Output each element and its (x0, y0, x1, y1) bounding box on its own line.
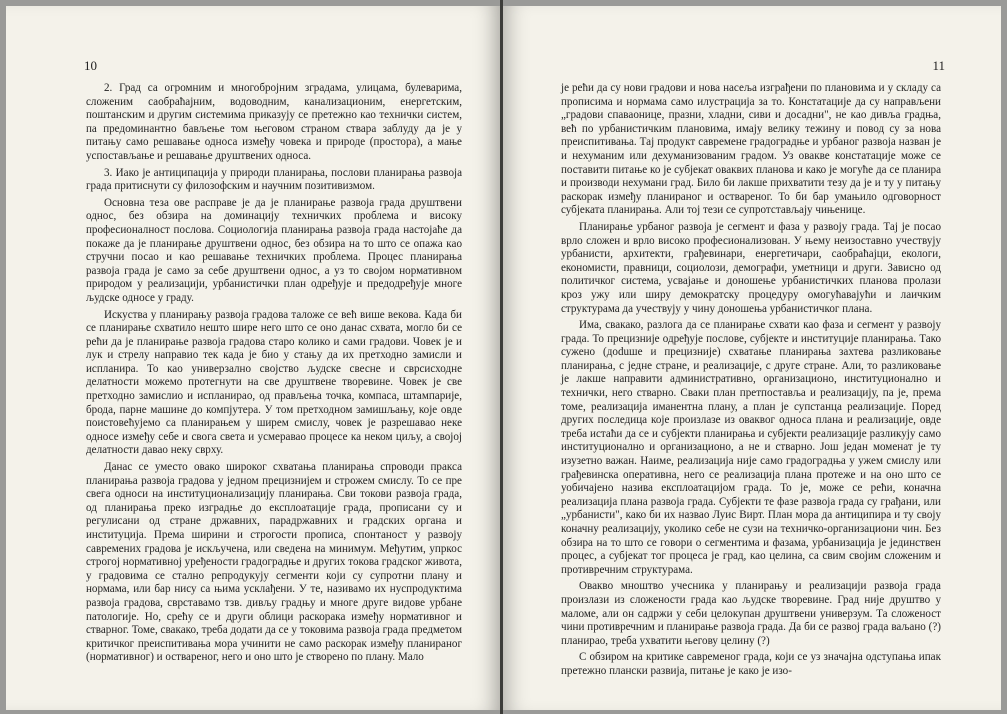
left-page (6, 6, 500, 710)
paragraph: Данас се уместо овако широког схватања планирања спроводи пракса планирања развоја градова у једном прецизнијем и строжем смислу. То се пре свега односи на институционализацију планирања. Сви токови развоја града, од планирања преко изградње до експлоатације града, прописани су и регулисани од стране државних, парадржавних и градских органа и институција. Према ширини и строгости прописа, спонтаност у развоју савремених градова је искључена, или сведена на минимум. Међутим, упркос строгој нормативној уређености градоградње и других токова градског живота, у градовима се стално репродукују сегменти који су супротни плану и нормама, или бар нису са њима усклађени. У те, називамо их нуспродуктима развоја градова, сврставамо тзв. дивљу градњу и многе друге видове урбане патологије. Но, срећу се и други облици раскорака између нормативног и стварног. Томе, свакако, треба додати да се у токовима развоја града предметом критичког преиспитивања мора учинити не само раскорак између планираног (нормативног) и оствареног, него и оно што је створено по плану. Мало (86, 461, 462, 664)
paragraph: 2. Град са огромним и многобројним зградама, улицама, булеварима, сложеним саобраћајним, водоводним, канализационим, енергетским, поштанским и другим системима приказују се претежно као технички систем, па предоминантно бављење том његовом страном ствара заблуду да је у питању само решавање односа између човека и природе (простора), а мање успостављање и решавање друштвених односа. (86, 82, 462, 162)
paragraph: Планирање урбаног развоја је сегмент и фаза у развоју града. Тај је посао врло сложен и врло високо професионализован. У њему неизоставно учествују урбанисти, архитекти, грађевинари, енергетичари, саобраћајци, екологи, економисти, правници, социолози, демографи, уметници и други. Зависно од политичког система, усвајање и доношење урбанистичких планова пролази кроз ужу или ширу демократску процедуру омогућавајући и лаичким структурама да учествују у чину доношења урбанистичког плана. (561, 220, 941, 315)
paragraph: Основна теза ове расправе је да је планирање развоја града друштвени однос, без обзира на доминацију техничких проблема и високу професионалност послова. Социологија планирања развоја града настојаће да покаже да је планирање друштвени однос, без обзира на то што се опажа као стручни посао и као решавање техничких проблема. Процес планирања развоја града је само за себе друштвени однос, а уз то својом нормативном природом у реализацији, урбанистички план одређује и предодређује многе људске односе у граду. (86, 196, 462, 304)
paragraph: Има, свакако, разлога да се планирање схвати као фаза и сегмент у развоју града. То прецизније одређује послове, субјекте и институције планирања. Тако сужено (доduше и прецизније) схватање планирања захтева разликовање планирања, с једне стране, и реализације, с друге стране. Али, то разликовање је лакше направити административно, организационо, институционално и технички, него стварно. Сваки план претпоставља и реализацију, па је, према томе, реализација иманентна плану, а план је супстанца реализације. Поред других последица које произлазе из оваквог односа плана и реализације, овде треба истаћи да се и субјекти планирања и субјекти реализације разликују само институционално и организационо, а не и стварно. Још један моменат је ту изузетно важан. Наиме, реализација није само градоградња у ужем смислу или грађевинска оперативна, него се реализација плана протеже и на оно што се уобичајено назива експлоатацијом града. То је, може се рећи, коначна реализација плана развоја града. Субјекти те фазе развоја града су грађани, или „урбанисти", како би их назвао Луис Вирт. План мора да антиципира и ту своју коначну реализацију, уколико себе не сузи на техничко-организациони чин. Без обзира на то што се говори о сегментима и фазама, урбанизација је јединствен процес, а субјекат тог процеса је град, као целина, са свим својим сложеним и противречним структурама. (561, 319, 941, 576)
paragraph: је рећи да су нови градови и нова насеља изграђени по плановима и у складу са прописима и нормама само илустрација за то. Констатације да су направљени „градови спаваонице, празни, хладни, сиви и досадни", не као дивља градња, већ по урбанистичким плановима, имају велику тежину и повод су за нова преиспитивања. Тај продукт савремене градоградње и урбаног развоја назван је и нехуманим или дехуманизованим градом. Уз овакве констатације може се поставити питање ко је субјекат оваквих планова и како је могуће да се планира и производи нехумани град. Било би лакше прихватити тезу да је и ту у питању раскорак између планираног и оствареног. То би бар умањило одговорност субјеката планирања. Али тој тези се супротстављају чињенице. (561, 82, 941, 217)
paragraph: Овакво мноштво учесника у планирању и реализацији развоја града произлази из сложености града као људске творевине. Град није друштво у маломе, али он садржи у себи целокупан друштвени универзум. Та сложеност чини противречним и планирање развоја града. Да би се развој града ваљано (?) планирао, треба ухватити његову целину (?) (561, 580, 941, 647)
right-page (503, 6, 1001, 710)
paragraph: 3. Иако је антиципација у природи планирања, послови планирања развоја града притиснути су филозофским и научним позитивизмом. (86, 166, 462, 193)
right-page-number: 11 (932, 58, 945, 73)
left-page-number: 10 (84, 58, 97, 73)
paragraph: Искуства у планирању развоја градова таложе се већ више векова. Када би се планирање схватило нешто шире него што се оно данас схвата, могло би се рећи да је планирање развоја градова старо колико и сами градови. Човек је и лук и стрелу направио тек када је био у стању да их претходно замисли и испланира. То као универзално својство људске свесне и сврсисходне делатности можемо протегнути на све друштвене творевине. Човек је све претходно замислио и испланирао, од прављења точка, компаса, штампарије, брода, парне машине до компјутера. У том претходном замишљању, које овде поистовећујемо са планирањем у ширем смислу, човек је разрешавао неке односе између себе и свога света и усмеравао процесе ка неком циљу, а својој делатности давао неку сврху. (86, 308, 462, 457)
left-page-text (86, 82, 462, 668)
paragraph: С обзиром на критике савременог града, који се уз значајна одступања ипак претежно плански развија, питање је како је изо- (561, 651, 941, 677)
right-page-text (561, 82, 941, 682)
